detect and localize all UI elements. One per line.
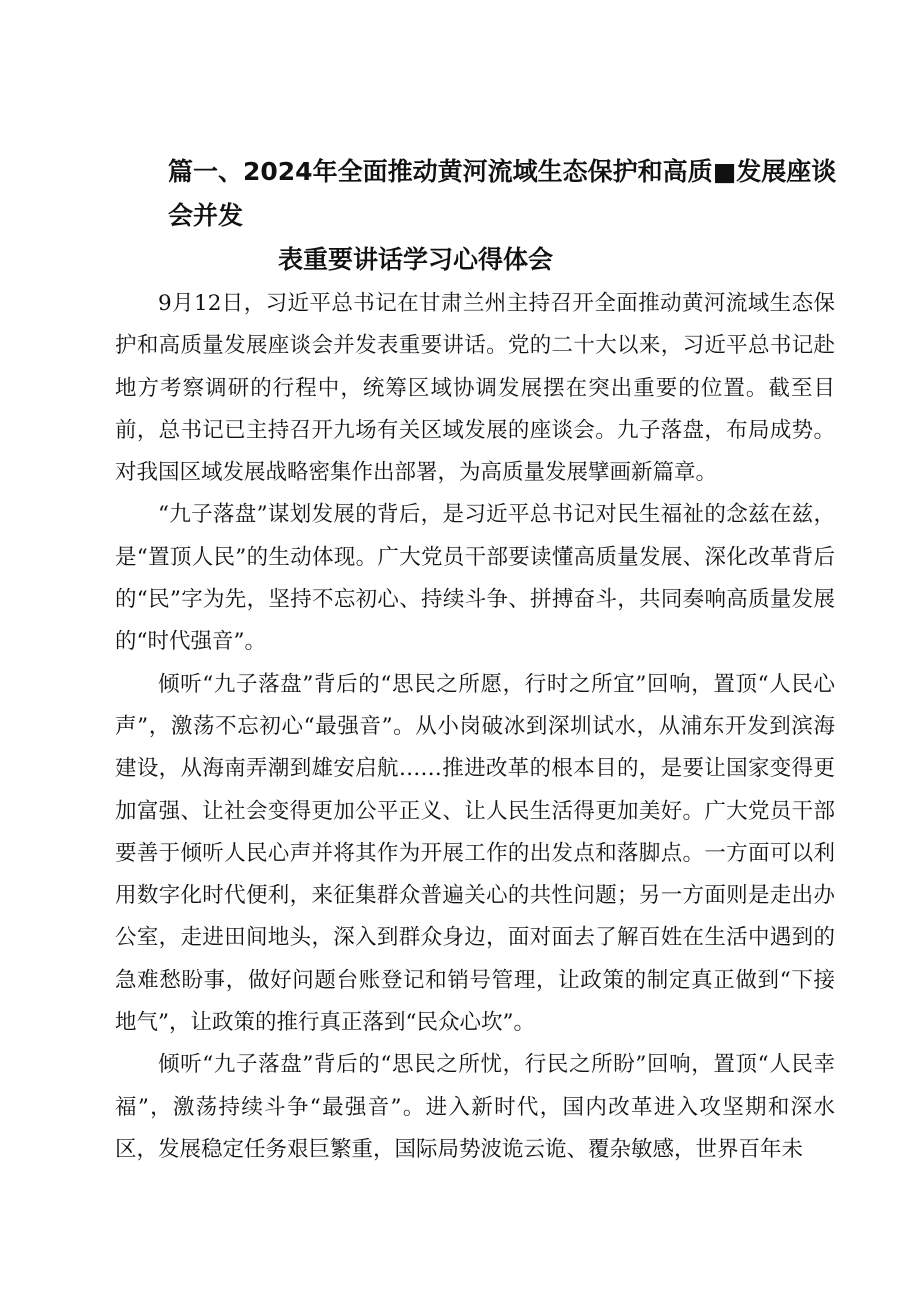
paragraph-1: 9月12日，习近平总书记在甘肃兰州主持召开全面推动黄河流域生态保护和高质量发展座谈会并发表重要讲话。党的二十大以来，习近平总书记赴地方考察调研的行程中，统筹区域协调发展摆在突出重要的位置。截至目前，总书记已主持召开九场有关区域发展的座谈会。九子落盘，布局成势。对我国区域发展战略密集作出部署，为高质量发展擘画新篇章。 <box>115 291 835 486</box>
document-title <box>168 150 848 282</box>
paragraph-4: 倾听“九子落盘”背后的“思民之所忧，行民之所盼”回响，置顶“人民幸福”，激荡持续斗争“最强音”。进入新时代，国内改革进入攻坚期和深水区，发展稳定任务艰巨繁重，国际局势波诡云诡、覆杂敏感，世界百年未 <box>115 1052 835 1162</box>
document-body <box>115 283 835 1171</box>
title-line-1: 篇一、2024年全面推动黄河流域生态保护和高质■发展座谈会并发 <box>168 157 837 230</box>
paragraph-2: “九子落盘”谋划发展的背后，是习近平总书记对民生福祉的念兹在兹，是“置顶人民”的生动体现。广大党员干部要读懂高质量发展、深化改革背后的“民”字为先，坚持不忘初心、持续斗争、拼搏奋斗，共同奏响高质量发展的“时代强音”。 <box>115 502 835 655</box>
title-line-2: 表重要讲话学习心得体会 <box>278 245 554 274</box>
paragraph-3: 倾听“九子落盘”背后的“思民之所愿，行时之所宜”回响，置顶“人民心声”，激荡不忘初心“最强音”。从小岗破冰到深圳试水，从浦东开发到滨海建设，从海南弄潮到雄安启航……推进改革的根本目的，是要让国家变得更加富强、让社会变得更加公平正义、让人民生活得更加美好。广大党员干部要善于倾听人民心声并将其作为开展工作的出发点和落脚点。一方面可以利用数字化时代便利，来征集群众普遍关心的共性问题；另一方面则是走出办公室，走进田间地头，深入到群众身边，面对面去了解百姓在生活中遇到的急难愁盼事，做好问题台账登记和销号管理，让政策的制定真正做到“下接地气”，让政策的推行真正落到“民众心坎”。 <box>115 671 835 1036</box>
